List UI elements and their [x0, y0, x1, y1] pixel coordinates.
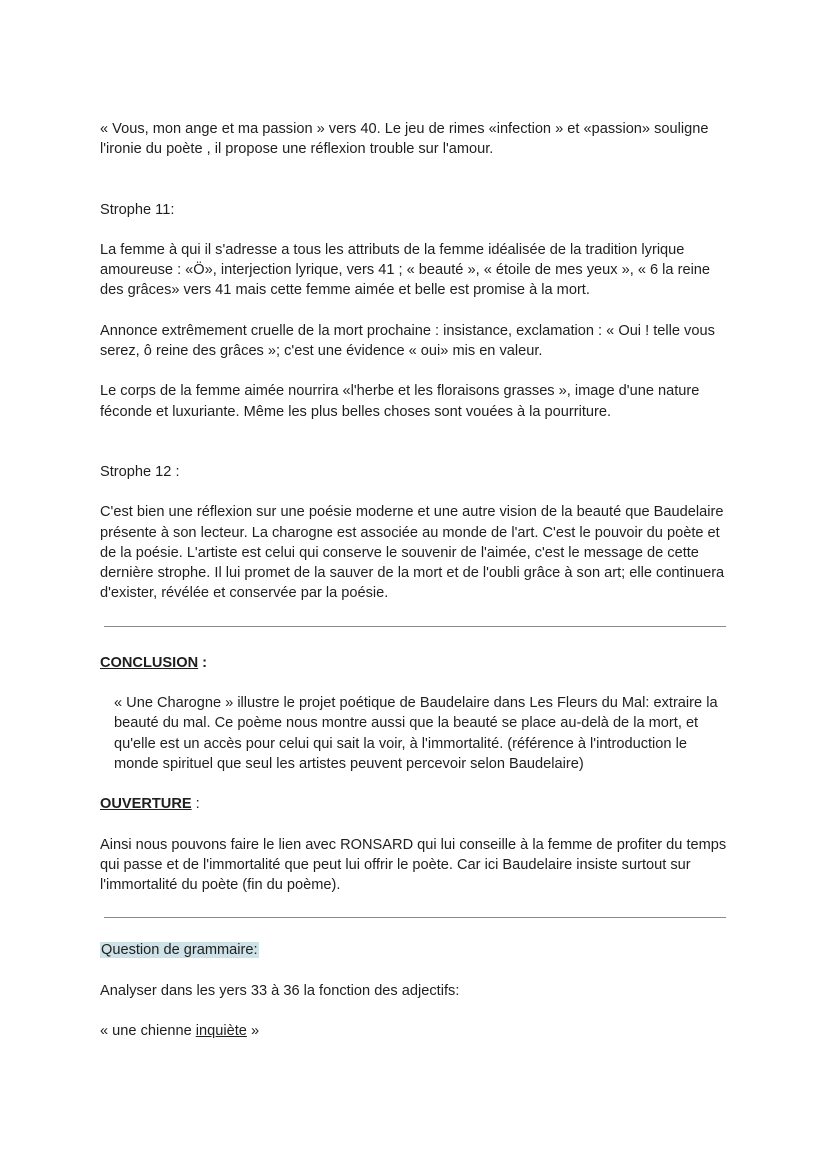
intro-paragraph: « Vous, mon ange et ma passion » vers 40. Le jeu de rimes «infection » et «passion» souligne l'ironie du poète , il propose une réflexion trouble sur l'amour.: [100, 121, 709, 158]
grammaire-heading-line: [100, 940, 730, 960]
ouverture-text: Ainsi nous pouvons faire le lien avec RONSARD qui lui conseille à la femme de profiter du temps qui passe et de l'immortalité que peut lui offrir le poète. Car ici Baudelaire insiste surtout sur l'immortalité du poète (fin du poème).: [100, 836, 727, 894]
strophe-12-paragraph: C'est bien une réflexion sur une poésie moderne et une autre vision de la beauté que Baudelaire présente à son lecteur. La charogne est associée au monde de l'art. C'est le pouvoir du poète et de la poésie. L'artiste est celui qui conserve le souvenir de l'aimée, c'est le message de cette dernière strophe. Il lui promet de la sauver de la mort et de l'oubli grâce à son art; elle continuera d'exister, révélée et conservée par la poésie.: [100, 504, 725, 602]
grammaire-example: [100, 1021, 730, 1041]
strophe-11-paragraph-2: Annonce extrêmement cruelle de la mort prochaine : insistance, exclamation : « Oui ! telle vous serez, ô reine des grâces »; c'est une évidence « oui» mis en valeur.: [100, 322, 715, 360]
grammaire-heading: Question de grammaire:: [101, 942, 258, 959]
strophe-11-heading: Strophe 11:: [100, 201, 175, 218]
strophe-11-paragraph-1: La femme à qui il s'adresse a tous les attributs de la femme idéalisée de la tradition lyrique amoureuse : «Ö», interjection lyrique, vers 41 ; « beauté », « étoile de mes yeux », « 6 la reine des grâces» vers 41 mais cette femme aimée et belle est promise à la mort.: [100, 241, 711, 299]
ouverture-heading: [100, 794, 730, 814]
grammaire-question: Analyser dans les yers 33 à 36 la fonction des adjectifs:: [100, 982, 460, 999]
ouverture-title: OUVERTURE: [100, 796, 192, 813]
conclusion-title: CONCLUSION: [100, 654, 199, 671]
conclusion-heading: [100, 653, 730, 673]
conclusion-text: « Une Charogne » illustre le projet poétique de Baudelaire dans Les Fleurs du Mal: extraire la beauté du mal. Ce poème nous montre aussi que la beauté se place au-delà de la mort, et qu'elle est un accès pour celui qui sait la voir, à l'immortalité. (référence à l'introduction le monde spirituel que seul les artistes peuvent percevoir selon Baudelaire): [114, 695, 718, 772]
ouverture-title-suffix: :: [191, 796, 200, 813]
conclusion-title-suffix: :: [198, 654, 208, 671]
strophe-12-heading: Strophe 12 :: [100, 463, 180, 480]
grammaire-example-suffix: »: [246, 1023, 260, 1040]
grammaire-example-word: inquiète: [195, 1023, 247, 1040]
strophe-11-paragraph-3: Le corps de la femme aimée nourrira «l'herbe et les floraisons grasses », image d'une nature féconde et luxuriante. Même les plus belles choses sont vouées à la pourriture.: [100, 383, 700, 420]
grammaire-example-prefix: « une chienne: [100, 1023, 196, 1040]
document-page: [100, 119, 730, 1041]
